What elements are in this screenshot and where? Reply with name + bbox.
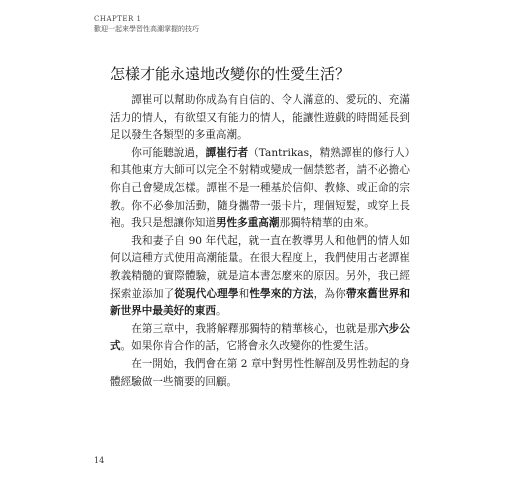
paragraph-text: （Tantrikas，精熟譚崔的修行人）和其他東方大師可以完全不射精或變成一個禁慾者，請不必擔心你自己會變成怎樣。譚崔不是一種基於信仰、教條、或正命的宗教。你不必參加活動，隨身攜帶一張卡片，理個短髮，或穿上長袍。我只是想讓你知道 [110, 146, 411, 230]
section-title: 怎樣才能永遠地改變你的性愛生活？ [110, 65, 351, 83]
body-text [110, 92, 410, 391]
paragraph [110, 145, 410, 233]
paragraph-text: 那獨特精華的由來。 [279, 217, 375, 230]
chapter-label: CHAPTER 1 [94, 15, 142, 23]
bold-text: 帶來舊世界和新世界中最美好的東西 [110, 287, 410, 318]
paragraph-text: ，為你 [313, 287, 346, 300]
bold-text: 從現代心理學 [174, 287, 239, 300]
bold-text: 性學來的方法 [249, 287, 314, 300]
paragraph [110, 233, 410, 321]
paragraph-text: 譚崔可以幫助你成為有自信的、令人滿意的、愛玩的、充滿活力的情人，有欲望又有能力的情人，能讓性遊戲的時間延長到足以發生各類型的多重高潮。 [110, 94, 410, 142]
paragraph [110, 92, 410, 145]
paragraph-text: 在一開始，我們會在第 2 章中對男性性解剖及男性勃起的身體經驗做一些簡要的回顧。 [110, 357, 410, 388]
paragraph-text: 我和妻子自 90 年代起，就一直在教導男人和他們的情人如何以這種方式使用高潮能量。在很大程度上，我們使用古老譚崔教義精髓的實際體驗，就是這本書怎麼來的原因。另外，我已經探索並添加了 [110, 234, 410, 300]
chapter-subtitle: 歡迎一起來學習性高潮掌握的技巧 [94, 25, 199, 33]
paragraph-text: 和 [238, 287, 250, 300]
paragraph [110, 321, 410, 356]
bold-text: 男性多重高潮 [215, 217, 280, 230]
running-head [94, 14, 199, 34]
paragraph-text: 。 [215, 305, 227, 318]
paragraph [110, 356, 410, 391]
paragraph-text: 在第三章中，我將解釋那獨特的精華核心，也就是那 [131, 322, 378, 335]
bold-text: 譚崔行者 [205, 146, 249, 159]
paragraph-text: 。如果你肯合作的話，它將會永久改變你的性愛生活。 [120, 340, 375, 353]
paragraph-text: 你可能聽說過， [131, 146, 206, 159]
page-number: 14 [94, 456, 105, 465]
bold-text: 六步公式 [110, 322, 411, 353]
